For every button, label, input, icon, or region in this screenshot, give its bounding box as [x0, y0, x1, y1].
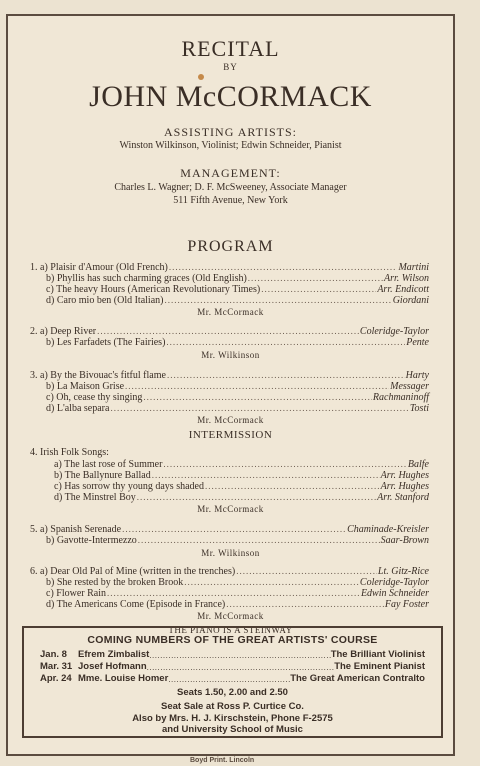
recital-heading: RECITAL [181, 36, 280, 61]
dot-leader [152, 470, 380, 481]
composer: Fay Foster [384, 599, 429, 610]
program-row [46, 588, 429, 599]
course-title: COMING NUMBERS OF THE GREAT ARTISTS' COURSE [87, 634, 378, 646]
program-row [30, 370, 429, 381]
dot-leader [107, 588, 360, 599]
dot-leader [205, 481, 380, 492]
printer-imprint: Boyd Print. Lincoln [190, 757, 255, 764]
composer: Tosti [409, 403, 429, 414]
seat-prices: Seats 1.50, 2.00 and 2.50 [177, 687, 288, 698]
composer: Coleridge-Taylor [359, 577, 429, 588]
piece-title: b) La Maison Grise [46, 381, 125, 392]
program-row [46, 392, 429, 403]
dot-leader [138, 535, 380, 546]
management-line2: 511 Fifth Avenue, New York [173, 195, 288, 206]
program-row [54, 470, 429, 481]
course-date: Jan. 8 [40, 649, 67, 660]
program-row [30, 566, 429, 577]
composer: Giordani [392, 295, 429, 306]
dot-leader [143, 392, 372, 403]
management-title: MANAGEMENT: [180, 166, 281, 180]
composer: Messager [390, 381, 429, 392]
program-row [46, 535, 429, 546]
composer: Chaminade-Kreisler [347, 524, 429, 535]
dot-leader [125, 381, 389, 392]
course-date: Apr. 24 [40, 673, 72, 684]
program-row [30, 326, 429, 337]
performer-line: Mr. McCormack [197, 415, 264, 425]
course-row [40, 673, 425, 684]
piece-title: b) The Ballynure Ballad [54, 470, 151, 481]
program-title: PROGRAM [187, 238, 274, 255]
composer: Lt. Gitz-Rice [377, 566, 429, 577]
program-row [54, 481, 429, 492]
dot-leader [147, 663, 335, 672]
course-artist: Mme. Louise Homer [78, 673, 169, 684]
group-title: 4. Irish Folk Songs: [30, 447, 109, 458]
composer: Harty [405, 370, 429, 381]
dot-leader [184, 577, 359, 588]
composer: Edwin Schneider [360, 588, 429, 599]
program-row [46, 273, 429, 284]
dot-leader [226, 599, 384, 610]
composer: Arr. Endicott [377, 284, 429, 295]
assisting-line: Winston Wilkinson, Violinist; Edwin Schneider, Pianist [119, 140, 342, 151]
piece-title: d) The Americans Come (Episode in France) [46, 599, 226, 610]
piece-title: c) Oh, cease thy singing [46, 392, 143, 403]
dot-leader [137, 492, 376, 503]
course-row [40, 649, 425, 660]
composer: Arr. Hughes [380, 481, 429, 492]
seat-sale: Seat Sale at Ross P. Curtice Co. [161, 701, 304, 712]
composer: Martini [398, 262, 429, 273]
piece-title: b) She rested by the broken Brook [46, 577, 184, 588]
composer: Arr. Stanford [377, 492, 429, 503]
by-label: BY [223, 62, 238, 72]
piece-title: c) Flower Rain [46, 588, 106, 599]
course-row [40, 661, 425, 672]
course-artist-title: The Brilliant Violinist [330, 649, 425, 660]
also-sale: Also by Mrs. H. J. Kirschstein, Phone F-2575 [132, 713, 333, 724]
piece-title: c) The heavy Hours (American Revolutionary Times) [46, 284, 261, 295]
performer-line: Mr. Wilkinson [201, 548, 260, 558]
piece-title: b) Gavotte-Intermezzo [46, 535, 137, 546]
program-row [54, 459, 429, 470]
course-box [22, 626, 443, 738]
performer-line: Mr. Wilkinson [201, 350, 260, 360]
piece-title: 2. a) Deep River [30, 326, 97, 337]
dot-leader [167, 370, 405, 381]
dot-leader [261, 284, 376, 295]
piece-title: 1. a) Plaisir d'Amour (Old French) [30, 262, 168, 273]
course-artist-title: The Eminent Pianist [334, 661, 425, 672]
piece-title: 3. a) By the Bivouac's fitful flame [30, 370, 166, 381]
program-row [46, 599, 429, 610]
piece-title: 5. a) Spanish Serenade [30, 524, 122, 535]
program-row [46, 577, 429, 588]
performer-line: Mr. McCormack [197, 504, 264, 514]
dot-leader [122, 524, 346, 535]
composer: Pente [406, 337, 429, 348]
piece-title: d) Caro mio ben (Old Italian) [46, 295, 164, 306]
piece-title: b) Les Farfadets (The Fairies) [46, 337, 166, 348]
program-row [46, 284, 429, 295]
dot-leader [149, 651, 330, 660]
dot-leader [169, 262, 398, 273]
dot-leader [164, 295, 391, 306]
composer: Arr. Wilson [383, 273, 429, 284]
program-row [30, 524, 429, 535]
composer: Rachmaninoff [372, 392, 429, 403]
course-artist: Efrem Zimbalist [78, 649, 150, 660]
program-row [30, 262, 429, 273]
program-row [46, 381, 429, 392]
dot-leader [166, 337, 405, 348]
piece-title: d) L'alba separa [46, 403, 110, 414]
piece-title: d) The Minstrel Boy [54, 492, 136, 503]
program-row [46, 295, 429, 306]
dot-leader [110, 403, 408, 414]
performer-line: Mr. McCormack [197, 611, 264, 621]
composer: Saar-Brown [380, 535, 429, 546]
composer: Coleridge-Taylor [359, 326, 429, 337]
dot-leader [248, 273, 383, 284]
piece-title: b) Phyllis has such charming graces (Old English) [46, 273, 247, 284]
assisting-title: ASSISTING ARTISTS: [164, 125, 297, 139]
dot-leader [97, 326, 359, 337]
program-row [54, 492, 429, 503]
artist-name: JOHN McCORMACK [89, 80, 372, 113]
course-date: Mar. 31 [40, 661, 73, 672]
composer: Arr. Hughes [380, 470, 429, 481]
course-artist-title: The Great American Contralto [290, 673, 425, 684]
piece-title: a) The last rose of Summer [54, 459, 163, 470]
program-row [46, 337, 429, 348]
dot-leader [168, 675, 290, 684]
performer-line: Mr. McCormack [197, 307, 264, 317]
program-row [46, 403, 429, 414]
composer: Balfe [407, 459, 429, 470]
dot-leader [236, 566, 377, 577]
course-artist: Josef Hofmann [78, 661, 147, 672]
intermission-label: INTERMISSION [188, 429, 273, 441]
piano-note: THE PIANO IS A STEINWAY [168, 625, 293, 635]
piece-title: c) Has sorrow thy young days shaded [54, 481, 204, 492]
dot-leader [163, 459, 406, 470]
piece-title: 6. a) Dear Old Pal of Mine (written in the trenches) [30, 566, 236, 577]
management-line1: Charles L. Wagner; D. F. McSweeney, Associate Manager [114, 182, 347, 193]
school-line: and University School of Music [162, 724, 303, 735]
